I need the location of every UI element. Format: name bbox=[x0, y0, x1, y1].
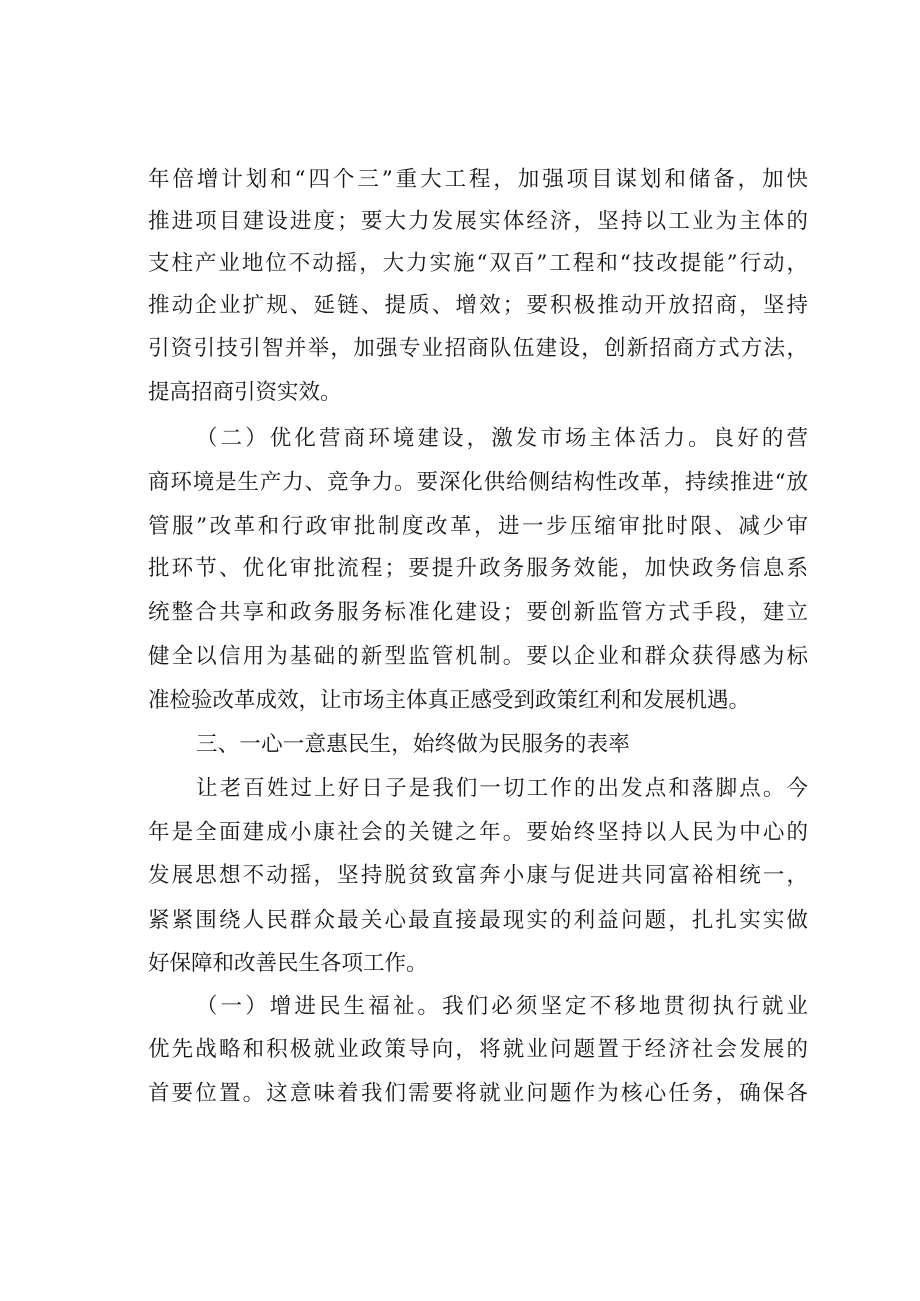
body-text-line: 年倍增计划和“四个三”重大工程，加强项目谋划和储备，加快 bbox=[148, 167, 808, 192]
body-text-line: 管服”改革和行政审批制度改革，进一步压缩审批时限、减少审 bbox=[148, 514, 808, 539]
body-text-line: 推动企业扩规、延链、提质、增效；要积极推动开放招商，坚持 bbox=[148, 293, 808, 318]
subsection-heading-line: （一）增进民生福祉。我们必须坚定不移地贯彻执行就业 bbox=[196, 994, 808, 1019]
body-text-line: 推进项目建设进度；要大力发展实体经济，坚持以工业为主体的 bbox=[148, 209, 808, 234]
body-text-line: 支柱产业地位不动摇，大力实施“双百”工程和“技改提能”行动， bbox=[148, 251, 808, 276]
body-text-line: 紧紧围绕人民群众最关心最直接最现实的利益问题，扎扎实实做 bbox=[148, 908, 808, 933]
body-text-line: 健全以信用为基础的新型监管机制。要以企业和群众获得感为标 bbox=[148, 644, 808, 669]
body-text-line: 商环境是生产力、竞争力。要深化供给侧结构性改革，持续推进“放 bbox=[148, 470, 808, 495]
body-text-line: 首要位置。这意味着我们需要将就业问题作为核心任务，确保各 bbox=[148, 1081, 808, 1106]
body-text-line: 让老百姓过上好日子是我们一切工作的出发点和落脚点。今 bbox=[196, 776, 808, 801]
subsection-heading-line: （二）优化营商环境建设，激发市场主体活力。良好的营 bbox=[196, 426, 808, 451]
body-text-line: 年是全面建成小康社会的关键之年。要始终坚持以人民为中心的 bbox=[148, 820, 808, 845]
section-heading: 三、一心一意惠民生，始终做为民服务的表率 bbox=[196, 732, 631, 757]
body-text-line: 提高招商引资实效。 bbox=[148, 380, 342, 405]
body-text-line: 批环节、优化审批流程；要提升政务服务效能，加快政务信息系 bbox=[148, 556, 808, 581]
body-text-line: 发展思想不动摇，坚持脱贫致富奔小康与促进共同富裕相统一， bbox=[148, 863, 808, 888]
body-text-line: 好保障和改善民生各项工作。 bbox=[148, 951, 428, 976]
body-text-line: 引资引技引智并举，加强专业招商队伍建设，创新招商方式方法， bbox=[148, 336, 808, 361]
body-text-line: 准检验改革成效，让市场主体真正感受到政策红利和发展机遇。 bbox=[148, 688, 751, 713]
body-text-line: 统整合共享和政务服务标准化建设；要创新监管方式手段，建立 bbox=[148, 600, 808, 625]
body-text-line: 优先战略和积极就业政策导向，将就业问题置于经济社会发展的 bbox=[148, 1037, 808, 1062]
